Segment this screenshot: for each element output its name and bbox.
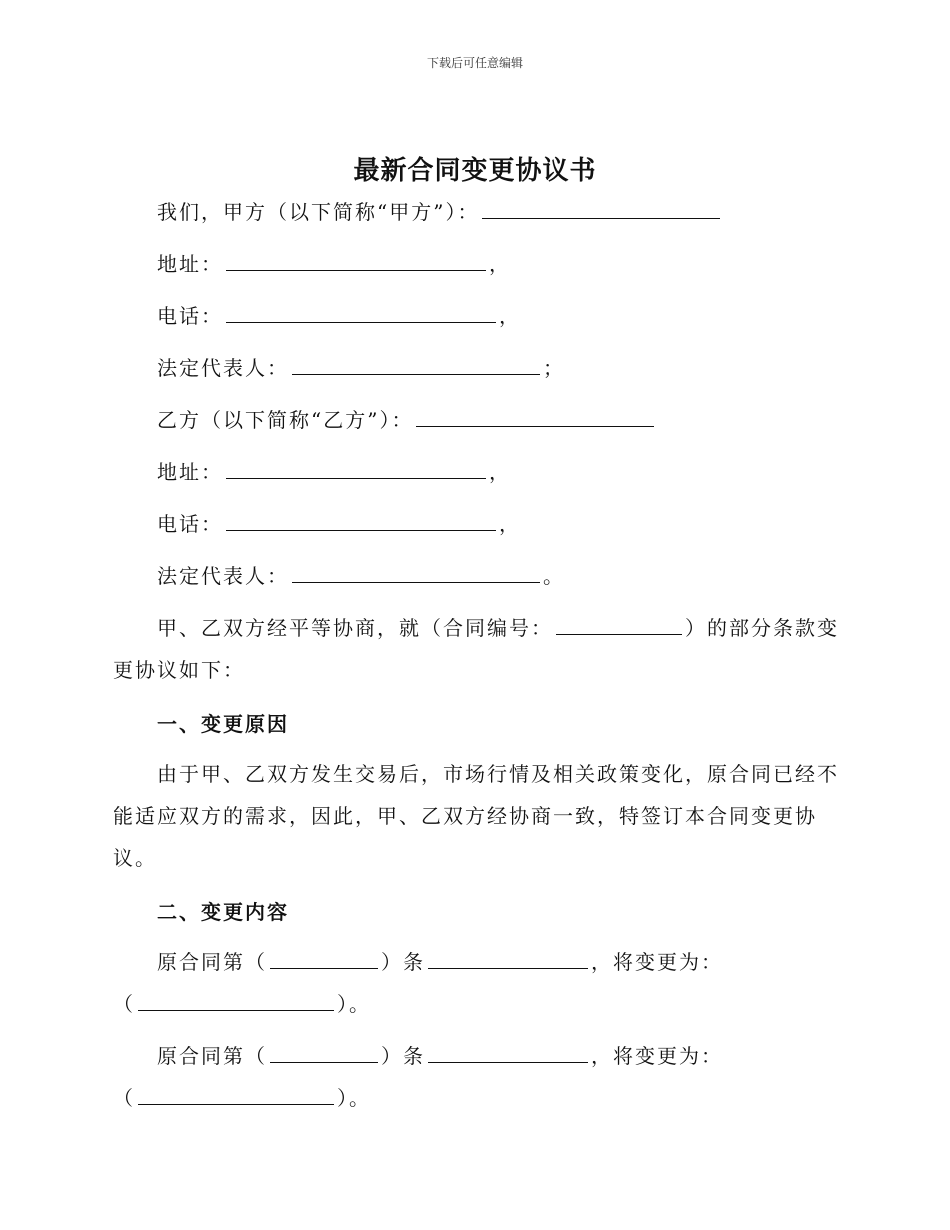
clause-2-close: ）。 — [337, 1086, 371, 1110]
party-a-rep-label: 法定代表人： — [157, 356, 289, 380]
clause-2-tiao: ）条 — [381, 1044, 425, 1068]
clause-1-tiao: ）条 — [381, 950, 425, 974]
party-b-address-line — [157, 458, 511, 486]
party-b-rep-blank[interactable] — [292, 562, 540, 583]
party-b-address-punct: ， — [489, 460, 511, 484]
preamble-line-2: 更协议如下： — [113, 658, 245, 682]
section-1-line-1: 由于甲、乙双方发生交易后，市场行情及相关政策变化，原合同已经不 — [157, 762, 839, 786]
party-a-phone-punct: ， — [499, 304, 521, 328]
party-a-intro-text: 我们，甲方（以下简称“甲方”）： — [157, 200, 480, 224]
party-a-rep-punct: ； — [543, 356, 565, 380]
clause-2-line-2 — [113, 1084, 371, 1112]
party-b-intro-text: 乙方（以下简称“乙方”）： — [157, 408, 414, 432]
document-title: 最新合同变更协议书 — [353, 156, 597, 186]
clause-1-original-blank[interactable] — [428, 948, 588, 969]
party-b-phone-line — [157, 510, 521, 538]
page-header-note: 下载后可任意编辑 — [426, 56, 523, 70]
clause-1-prefix: 原合同第（ — [157, 950, 267, 974]
party-b-rep-label: 法定代表人： — [157, 564, 289, 588]
party-b-phone-label: 电话： — [157, 512, 223, 536]
party-a-intro-line — [157, 198, 723, 226]
clause-2-new-blank[interactable] — [138, 1084, 334, 1105]
party-b-rep-punct: 。 — [543, 564, 565, 588]
party-a-phone-line — [157, 302, 521, 330]
clause-1-close: ）。 — [337, 992, 371, 1016]
contract-number-blank[interactable] — [556, 614, 682, 635]
party-a-rep-blank[interactable] — [292, 354, 540, 375]
clause-1-new-blank[interactable] — [138, 990, 334, 1011]
clause-1-open: （ — [113, 992, 135, 1016]
party-b-address-label: 地址： — [157, 460, 223, 484]
party-b-intro-line — [157, 406, 657, 434]
party-a-name-blank[interactable] — [482, 198, 720, 219]
clause-1-number-blank[interactable] — [270, 948, 378, 969]
section-1-line-2: 能适应双方的需求，因此，甲、乙双方经协商一致，特签订本合同变更协 — [113, 804, 817, 828]
party-b-address-blank[interactable] — [226, 458, 486, 479]
preamble-text-1b: ）的部分条款变 — [685, 616, 839, 640]
party-b-phone-punct: ， — [499, 512, 521, 536]
clause-2-number-blank[interactable] — [270, 1042, 378, 1063]
party-a-address-line — [157, 250, 511, 278]
clause-2-prefix: 原合同第（ — [157, 1044, 267, 1068]
party-a-phone-label: 电话： — [157, 304, 223, 328]
party-b-rep-line — [157, 562, 565, 590]
section-1-heading: 一、变更原因 — [157, 712, 289, 736]
party-a-phone-blank[interactable] — [226, 302, 496, 323]
party-b-phone-blank[interactable] — [226, 510, 496, 531]
party-a-address-blank[interactable] — [226, 250, 486, 271]
clause-1-line-2 — [113, 990, 371, 1018]
preamble-line-1 — [157, 614, 839, 642]
section-1-line-3: 议。 — [113, 846, 157, 870]
clause-2-open: （ — [113, 1086, 135, 1110]
party-a-rep-line — [157, 354, 565, 382]
party-a-address-punct: ， — [489, 252, 511, 276]
clause-2-change-to: ，将变更为： — [591, 1044, 723, 1068]
party-b-name-blank[interactable] — [416, 406, 654, 427]
clause-2-line-1 — [157, 1042, 723, 1070]
clause-2-original-blank[interactable] — [428, 1042, 588, 1063]
party-a-address-label: 地址： — [157, 252, 223, 276]
clause-1-line-1 — [157, 948, 723, 976]
section-2-heading: 二、变更内容 — [157, 900, 289, 924]
clause-1-change-to: ，将变更为： — [591, 950, 723, 974]
preamble-text-1a: 甲、乙双方经平等协商，就（合同编号： — [157, 616, 553, 640]
